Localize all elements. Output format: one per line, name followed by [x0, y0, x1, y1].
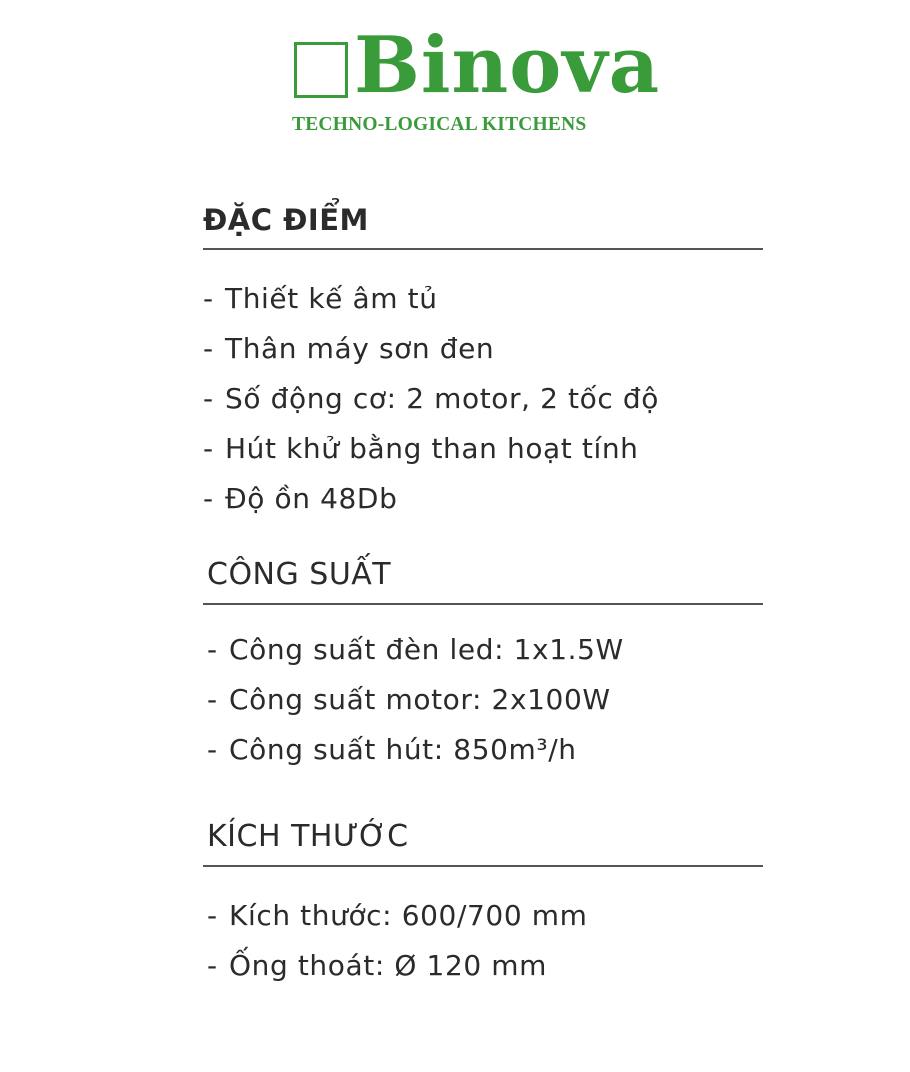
list-dash: - [203, 282, 214, 315]
list-item-text: Kích thước: 600/700 mm [229, 899, 588, 932]
list-dash: - [207, 949, 218, 982]
list-item-text: Độ ồn 48Db [225, 482, 398, 515]
list-item-text: Thân máy sơn đen [225, 332, 495, 365]
list-dash: - [207, 683, 218, 716]
brand-logo [292, 20, 661, 146]
brand-tagline: TECHNO-LOGICAL KITCHENS [292, 114, 587, 135]
section-divider [203, 865, 763, 867]
list-item [207, 891, 763, 941]
section-divider [203, 248, 763, 250]
list-item-text: Hút khử bằng than hoạt tính [225, 432, 639, 465]
list-dash: - [207, 733, 218, 766]
list-dash: - [203, 482, 214, 515]
power-list [203, 625, 763, 775]
list-item [203, 274, 763, 324]
list-item [203, 474, 763, 524]
logo-square-mark [294, 42, 348, 98]
section-power [203, 555, 763, 775]
list-item-text: Công suất hút: 850m³/h [229, 733, 577, 766]
section-divider [203, 603, 763, 605]
list-dash: - [203, 432, 214, 465]
section-features [203, 200, 763, 524]
list-item-text: Công suất đèn led: 1x1.5W [229, 633, 624, 666]
section-heading-power: CÔNG SUẤT [207, 557, 392, 592]
list-item [203, 324, 763, 374]
section-heading-features: ĐẶC ĐIỂM [203, 203, 369, 237]
section-heading-dimensions: KÍCH THƯỚC [207, 819, 409, 854]
list-item [207, 941, 763, 991]
list-item-text: Thiết kế âm tủ [225, 282, 438, 315]
list-item [207, 675, 763, 725]
list-dash: - [203, 332, 214, 365]
dimension-list [203, 891, 763, 991]
list-dash: - [207, 633, 218, 666]
list-dash: - [203, 382, 214, 415]
list-item [207, 625, 763, 675]
list-item-text: Số động cơ: 2 motor, 2 tốc độ [225, 382, 659, 415]
list-item [203, 424, 763, 474]
brand-name: Binova [354, 20, 661, 111]
section-dimensions [203, 817, 763, 991]
list-item-text: Ống thoát: Ø 120 mm [229, 949, 548, 982]
list-item [207, 725, 763, 775]
list-item-text: Công suất motor: 2x100W [229, 683, 611, 716]
list-dash: - [207, 899, 218, 932]
list-item [203, 374, 763, 424]
feature-list [203, 274, 763, 524]
